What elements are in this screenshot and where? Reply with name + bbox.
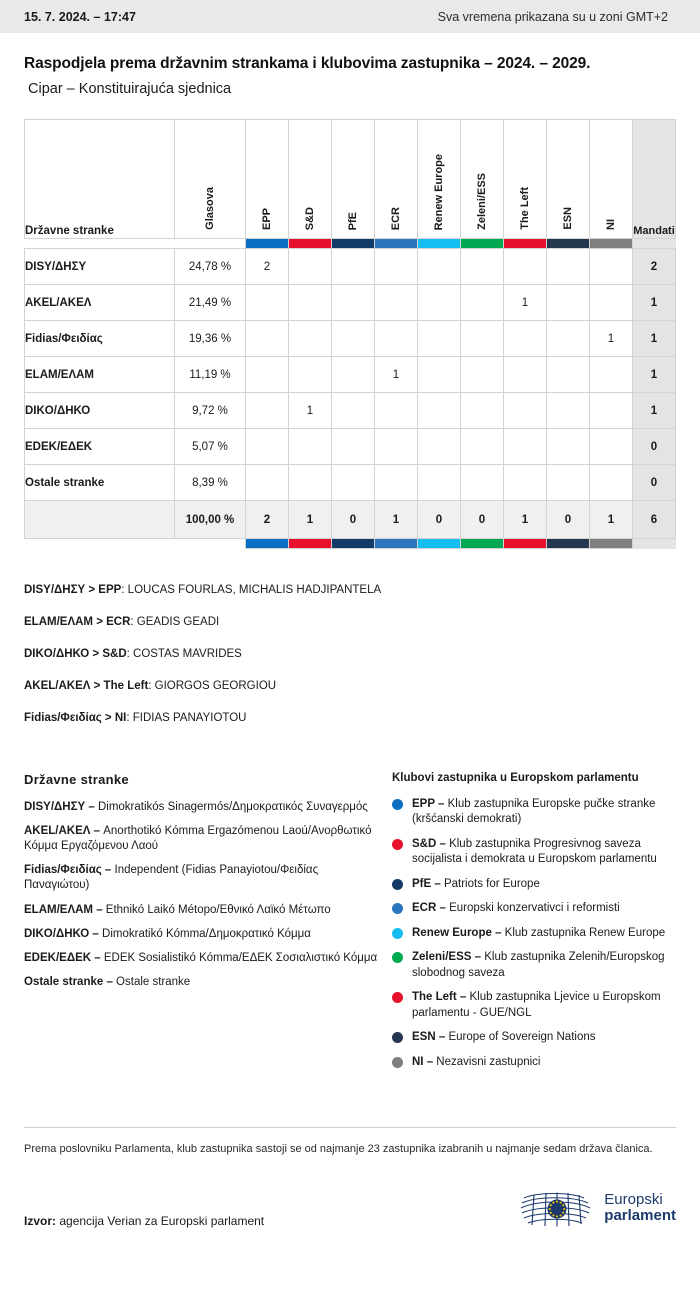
- row-seat-ni: [590, 249, 633, 285]
- elected-row: [24, 615, 676, 630]
- colorbar-left-bottom: [504, 539, 547, 549]
- legend-party-name: ELAM/ΕΛΑΜ –: [24, 903, 103, 916]
- table-row: [25, 393, 676, 429]
- row-party-name: ELAM/ΕΛΑΜ: [25, 357, 175, 393]
- column-header-group-renew: Renew Europe: [418, 120, 461, 239]
- table-row: [25, 429, 676, 465]
- row-seat-pfe: [332, 393, 375, 429]
- totals-seat-renew: 0: [418, 501, 461, 539]
- legend-group-name: NI –: [412, 1055, 434, 1068]
- row-seat-renew: [418, 393, 461, 429]
- colorbar-left: [504, 239, 547, 249]
- elected-names: : COSTAS MAVRIDES: [126, 647, 242, 660]
- legend-group-item: [392, 877, 676, 893]
- row-seat-renew: [418, 249, 461, 285]
- legend-party-desc: Ethnikó Laikó Métopo/Εθνικό Λαϊκό Μέτωπο: [102, 903, 331, 916]
- totals-seat-pfe: 0: [332, 501, 375, 539]
- group-color-dot-icon: [392, 839, 403, 850]
- row-seat-epp: [246, 321, 289, 357]
- row-seat-renew: [418, 321, 461, 357]
- ep-logo-icon: [518, 1188, 596, 1228]
- row-seat-esn: [547, 249, 590, 285]
- colorbar-renew: [418, 239, 461, 249]
- row-seat-pfe: [332, 429, 375, 465]
- row-votes: 24,78 %: [175, 249, 246, 285]
- elected-names: : LOUCAS FOURLAS, MICHALIS HADJIPANTELA: [121, 584, 382, 596]
- legend-group-desc: Klub zastupnika Ljevice u Europskom parlamentu - GUE/NGL: [412, 991, 661, 1019]
- row-seat-left: 1: [504, 285, 547, 321]
- legend-group-name: PfE –: [412, 877, 441, 890]
- column-header-group-left: The Left: [504, 120, 547, 239]
- row-party-name: DIKO/ΔΗΚΟ: [25, 393, 175, 429]
- totals-seat-ecr: 1: [375, 501, 418, 539]
- row-seat-left: [504, 249, 547, 285]
- colorbar-spacer-party: [25, 239, 175, 249]
- colorbar-ni-bottom: [590, 539, 633, 549]
- legend-party-desc: Independent (Fidias Panayiotou/Φειδίας Παναγιώτου): [24, 864, 319, 892]
- legend-group-desc: Patriots for Europe: [440, 877, 540, 890]
- legends: [24, 772, 676, 1080]
- colorbar-ecr-bottom: [375, 539, 418, 549]
- legend-parties-title: Državne stranke: [24, 771, 129, 787]
- seat-distribution-table: [24, 119, 676, 549]
- row-party-name: Fidias/Φειδίας: [25, 321, 175, 357]
- european-parliament-logo: [518, 1188, 676, 1228]
- legend-party-desc: EDEK Sosialistikó Kómma/ΕΔΕΚ Σοσιαλιστικό Κόμμα: [100, 951, 378, 964]
- legend-group-item: [392, 950, 676, 981]
- colorbar-epp: [246, 239, 289, 249]
- legend-group-desc: Europe of Sovereign Nations: [445, 1031, 596, 1044]
- row-seat-ecr: [375, 285, 418, 321]
- row-seat-sd: 1: [289, 393, 332, 429]
- totals-votes: 100,00 %: [175, 501, 246, 539]
- table-body: [25, 249, 676, 549]
- row-seat-epp: [246, 429, 289, 465]
- legend-group-name: The Left –: [412, 991, 467, 1004]
- row-seat-greens: [461, 357, 504, 393]
- row-seat-greens: [461, 465, 504, 501]
- legend-group-desc: Klub zastupnika Progresivnog saveza socijalista i demokrata u Europskom parlamentu: [412, 837, 657, 866]
- legend-party-name: Fidias/Φειδίας –: [24, 864, 112, 877]
- column-header-group-ecr: ECR: [375, 120, 418, 239]
- legend-party-name: AKEL/ΑΚΕΛ –: [24, 824, 101, 837]
- elected-party-group: ELAM/ΕΛΑΜ > ECR: [24, 615, 131, 628]
- row-total: 2: [633, 249, 676, 285]
- legend-group-item: [392, 1055, 676, 1071]
- elected-row: [24, 711, 676, 726]
- row-seat-sd: [289, 285, 332, 321]
- row-seat-renew: [418, 357, 461, 393]
- row-seat-left: [504, 429, 547, 465]
- row-seat-greens: [461, 249, 504, 285]
- legend-groups-title: Klubovi zastupnika u Europskom parlamentu: [392, 771, 639, 784]
- legend-party-desc: Dimokratikó Kómma/Δημοκρατικό Κόμμα: [98, 927, 311, 940]
- legend-party-item: [24, 927, 382, 942]
- totals-total: 6: [633, 501, 676, 539]
- totals-seat-ni: 1: [590, 501, 633, 539]
- elected-row: [24, 647, 676, 662]
- legend-group-item: [392, 901, 676, 917]
- legend-party-item: [24, 903, 382, 918]
- row-seat-pfe: [332, 285, 375, 321]
- legend-party-desc: Anorthotikó Kómma Ergazómenou Laoú/Ανορθωτικό Κόμμα Εργαζόμενου Λαού: [24, 824, 372, 853]
- colorbar-sd-bottom: [289, 539, 332, 549]
- legend-party-name: DIKO/ΔΗΚΟ –: [24, 927, 99, 940]
- colorbar-ecr: [375, 239, 418, 249]
- colorbar-epp-bottom: [246, 539, 289, 549]
- row-seat-epp: [246, 357, 289, 393]
- row-seat-sd: [289, 465, 332, 501]
- row-seat-pfe: [332, 249, 375, 285]
- row-party-name: Ostale stranke: [25, 465, 175, 501]
- ep-logo-line2: parlament: [604, 1207, 676, 1225]
- row-seat-greens: [461, 321, 504, 357]
- row-seat-renew: [418, 285, 461, 321]
- row-votes: 21,49 %: [175, 285, 246, 321]
- group-color-bar-top: [25, 239, 676, 249]
- row-seat-esn: [547, 285, 590, 321]
- legend-group-name: Renew Europe –: [412, 926, 502, 939]
- elected-row: [24, 583, 676, 598]
- row-seat-sd: [289, 321, 332, 357]
- row-seat-ni: [590, 465, 633, 501]
- row-seat-renew: [418, 429, 461, 465]
- row-seat-ni: [590, 357, 633, 393]
- legend-group-item: [392, 990, 676, 1021]
- colorbar-sd: [289, 239, 332, 249]
- rules-note: Prema poslovniku Parlamenta, klub zastupnika sastoji se od najmanje 23 zastupnika izabranih u najmanje sedam država članica.: [24, 1127, 676, 1158]
- row-party-name: DISY/ΔΗΣΥ: [25, 249, 175, 285]
- group-color-dot-icon: [392, 1057, 403, 1068]
- legend-party-item: [24, 824, 382, 854]
- row-seat-sd: [289, 249, 332, 285]
- legend-group-desc: Klub zastupnika Europske pučke stranke (kršćanski demokrati): [412, 797, 656, 826]
- legend-group-name: ESN –: [412, 1031, 446, 1044]
- row-seat-ecr: [375, 465, 418, 501]
- table-head: [25, 120, 676, 249]
- row-seat-ecr: 1: [375, 357, 418, 393]
- row-total: 1: [633, 357, 676, 393]
- row-seat-esn: [547, 429, 590, 465]
- colorbar-pfe-bottom: [332, 539, 375, 549]
- row-seat-esn: [547, 465, 590, 501]
- legend-group-item: [392, 926, 676, 942]
- row-seat-pfe: [332, 321, 375, 357]
- legend-party-item: [24, 975, 382, 990]
- elected-names: : GEADIS GEADI: [130, 615, 220, 628]
- elected-names: : GIORGOS GEORGIOU: [148, 679, 277, 692]
- group-color-dot-icon: [392, 879, 403, 890]
- legend-group-name: S&D –: [412, 837, 446, 850]
- colorbar-spacer-total: [633, 239, 676, 249]
- legend-group-item: [392, 837, 676, 868]
- legend-group-item: [392, 1030, 676, 1046]
- row-seat-sd: [289, 357, 332, 393]
- source-text: [24, 1214, 264, 1228]
- legend-party-item: [24, 863, 382, 893]
- legend-group-name: EPP –: [412, 797, 445, 810]
- row-seat-sd: [289, 429, 332, 465]
- row-seat-left: [504, 393, 547, 429]
- table-row: [25, 465, 676, 501]
- table-row: [25, 321, 676, 357]
- colorbar-greens: [461, 239, 504, 249]
- totals-seat-sd: 1: [289, 501, 332, 539]
- legend-national-parties: [24, 772, 392, 1080]
- row-seat-left: [504, 465, 547, 501]
- colorbar-ni: [590, 239, 633, 249]
- totals-seat-esn: 0: [547, 501, 590, 539]
- group-color-dot-icon: [392, 1032, 403, 1043]
- legend-political-groups: [392, 772, 676, 1080]
- elected-party-group: DISY/ΔΗΣΥ > EPP: [24, 584, 122, 596]
- table-row: [25, 357, 676, 393]
- source-row: [24, 1188, 676, 1252]
- legend-party-name: Ostale stranke –: [24, 976, 113, 989]
- column-header-group-sd: S&D: [289, 120, 332, 239]
- ep-logo-line1: Europski: [604, 1190, 663, 1208]
- row-seat-greens: [461, 429, 504, 465]
- table-row: [25, 249, 676, 285]
- row-seat-epp: [246, 393, 289, 429]
- content: [0, 55, 700, 1252]
- colorbar-pfe: [332, 239, 375, 249]
- row-votes: 11,19 %: [175, 357, 246, 393]
- column-header-total: Mandati: [633, 120, 676, 239]
- colorbar-esn: [547, 239, 590, 249]
- row-total: 0: [633, 465, 676, 501]
- colorbar-spacer-votes: [175, 239, 246, 249]
- row-party-name: AKEL/ΑΚΕΛ: [25, 285, 175, 321]
- legend-party-name: EDEK/ΕΔΕΚ –: [24, 951, 101, 964]
- timezone-note: Sva vremena prikazana su u zoni GMT+2: [437, 9, 668, 24]
- table-row: [25, 285, 676, 321]
- row-seat-esn: [547, 321, 590, 357]
- source-label: Izvor:: [24, 1214, 57, 1229]
- group-color-dot-icon: [392, 992, 403, 1003]
- legend-group-name: ECR –: [412, 902, 446, 915]
- column-header-group-greens: Zeleni/ESS: [461, 120, 504, 239]
- totals-seat-left: 1: [504, 501, 547, 539]
- legend-group-desc: Europski konzervativci i reformisti: [445, 902, 620, 915]
- column-header-votes: Glasova: [175, 120, 246, 239]
- colorbar-spacer-votes-bottom: [175, 539, 246, 549]
- legend-party-item: [24, 800, 382, 815]
- row-seat-left: [504, 357, 547, 393]
- legend-group-desc: Klub zastupnika Renew Europe: [501, 926, 666, 939]
- colorbar-spacer-party-bottom: [25, 539, 175, 549]
- elected-members-list: [24, 583, 676, 726]
- column-header-party: Državne stranke: [25, 120, 175, 239]
- legend-group-desc: Nezavisni zastupnici: [433, 1055, 541, 1068]
- legend-party-item: [24, 951, 382, 966]
- row-party-name: EDEK/ΕΔΕΚ: [25, 429, 175, 465]
- row-seat-ecr: [375, 393, 418, 429]
- colorbar-spacer-total-bottom: [633, 539, 676, 549]
- row-seat-greens: [461, 285, 504, 321]
- source-value: agencija Verian za Europski parlament: [56, 1214, 265, 1229]
- group-color-bar-bottom: [25, 539, 676, 549]
- totals-label: [25, 501, 175, 539]
- column-header-group-epp: EPP: [246, 120, 289, 239]
- table-header-row: [25, 120, 676, 239]
- row-seat-ni: [590, 393, 633, 429]
- elected-row: [24, 679, 676, 694]
- colorbar-renew-bottom: [418, 539, 461, 549]
- colorbar-esn-bottom: [547, 539, 590, 549]
- row-seat-greens: [461, 393, 504, 429]
- legend-party-desc: Dimokratikós Sinagermós/Δημοκρατικός Συναγερμός: [94, 800, 368, 813]
- legend-party-desc: Ostale stranke: [112, 976, 191, 989]
- elected-party-group: DIKO/ΔΗΚΟ > S&D: [24, 647, 127, 660]
- row-total: 0: [633, 429, 676, 465]
- page-subtitle: Cipar – Konstituirajuća sjednica: [28, 81, 232, 97]
- row-seat-ni: [590, 429, 633, 465]
- row-total: 1: [633, 393, 676, 429]
- group-color-dot-icon: [392, 799, 403, 810]
- column-header-group-ni: NI: [590, 120, 633, 239]
- row-seat-left: [504, 321, 547, 357]
- ep-logo-text: [604, 1192, 676, 1226]
- colorbar-greens-bottom: [461, 539, 504, 549]
- row-votes: 19,36 %: [175, 321, 246, 357]
- group-color-dot-icon: [392, 952, 403, 963]
- legend-group-item: [392, 797, 676, 828]
- totals-seat-epp: 2: [246, 501, 289, 539]
- legend-group-desc: Klub zastupnika Zelenih/Europskog slobodnog saveza: [412, 951, 665, 979]
- row-seat-ni: 1: [590, 321, 633, 357]
- row-seat-pfe: [332, 357, 375, 393]
- elected-names: : FIDIAS PANAYIOTOU: [126, 711, 247, 724]
- legend-group-name: Zeleni/ESS –: [412, 951, 482, 964]
- top-bar: [0, 0, 700, 33]
- row-seat-renew: [418, 465, 461, 501]
- column-header-group-esn: ESN: [547, 120, 590, 239]
- row-seat-esn: [547, 393, 590, 429]
- elected-party-group: Fidias/Φειδίας > NI: [24, 711, 127, 724]
- row-seat-ni: [590, 285, 633, 321]
- table-totals-row: [25, 501, 676, 539]
- elected-party-group: AKEL/ΑΚΕΛ > The Left: [24, 679, 149, 692]
- row-seat-pfe: [332, 465, 375, 501]
- group-color-dot-icon: [392, 903, 403, 914]
- column-header-group-pfe: PfE: [332, 120, 375, 239]
- row-votes: 5,07 %: [175, 429, 246, 465]
- timestamp: 15. 7. 2024. – 17:47: [24, 9, 136, 24]
- row-seat-ecr: [375, 429, 418, 465]
- row-seat-epp: 2: [246, 249, 289, 285]
- row-seat-epp: [246, 285, 289, 321]
- page-title: Raspodjela prema državnim strankama i klubovima zastupnika – 2024. – 2029.: [24, 55, 591, 72]
- row-seat-epp: [246, 465, 289, 501]
- row-total: 1: [633, 321, 676, 357]
- group-color-dot-icon: [392, 928, 403, 939]
- totals-seat-greens: 0: [461, 501, 504, 539]
- row-votes: 9,72 %: [175, 393, 246, 429]
- row-seat-ecr: [375, 321, 418, 357]
- row-seat-esn: [547, 357, 590, 393]
- row-seat-ecr: [375, 249, 418, 285]
- row-total: 1: [633, 285, 676, 321]
- row-votes: 8,39 %: [175, 465, 246, 501]
- legend-party-name: DISY/ΔΗΣΥ –: [24, 800, 95, 813]
